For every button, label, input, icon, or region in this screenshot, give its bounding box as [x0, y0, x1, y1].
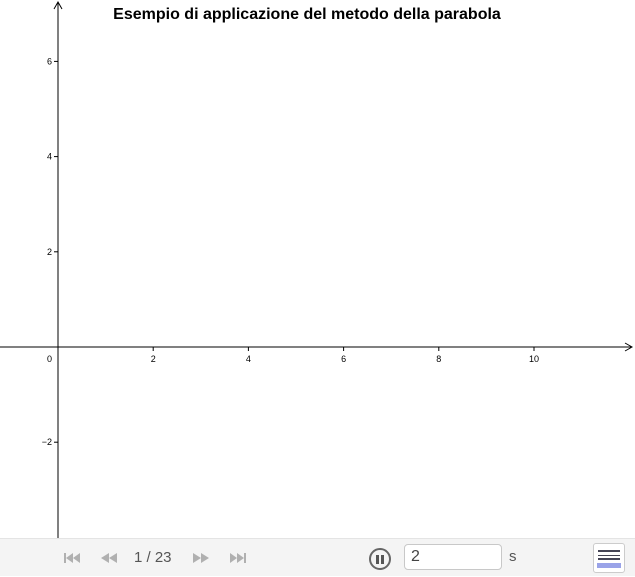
- skip-last-icon: [229, 552, 247, 564]
- pause-button[interactable]: [369, 548, 391, 570]
- algebra-view-icon: [594, 544, 624, 572]
- y-tick-label: 4: [46, 151, 52, 162]
- x-tick-label: 10: [528, 354, 540, 364]
- speed-input[interactable]: [404, 544, 502, 570]
- x-tick-label: 8: [436, 354, 442, 364]
- y-tick-label: −2: [41, 437, 52, 448]
- x-tick-label: 4: [245, 354, 251, 364]
- origin-label: 0: [46, 354, 52, 364]
- page-title: Esempio di applicazione del metodo della parabola: [113, 6, 501, 23]
- algebra-view-button[interactable]: [593, 543, 625, 573]
- y-tick-label: 6: [46, 56, 52, 67]
- fast-forward-icon: [192, 552, 210, 564]
- pause-icon: [376, 555, 379, 564]
- speed-unit-label: s: [509, 548, 517, 565]
- last-slide-button[interactable]: [227, 548, 249, 568]
- x-tick-label: 2: [150, 354, 156, 364]
- y-tick-label: 2: [46, 246, 52, 257]
- rewind-icon: [100, 552, 118, 564]
- skip-first-icon: [63, 552, 81, 564]
- first-slide-button[interactable]: [61, 548, 83, 568]
- page-indicator: 1 / 23: [134, 549, 172, 566]
- x-tick-label: 6: [341, 354, 347, 364]
- playback-toolbar: [0, 538, 635, 576]
- previous-slide-button[interactable]: [98, 548, 120, 568]
- next-slide-button[interactable]: [190, 548, 212, 568]
- pause-icon-bar: [381, 555, 384, 564]
